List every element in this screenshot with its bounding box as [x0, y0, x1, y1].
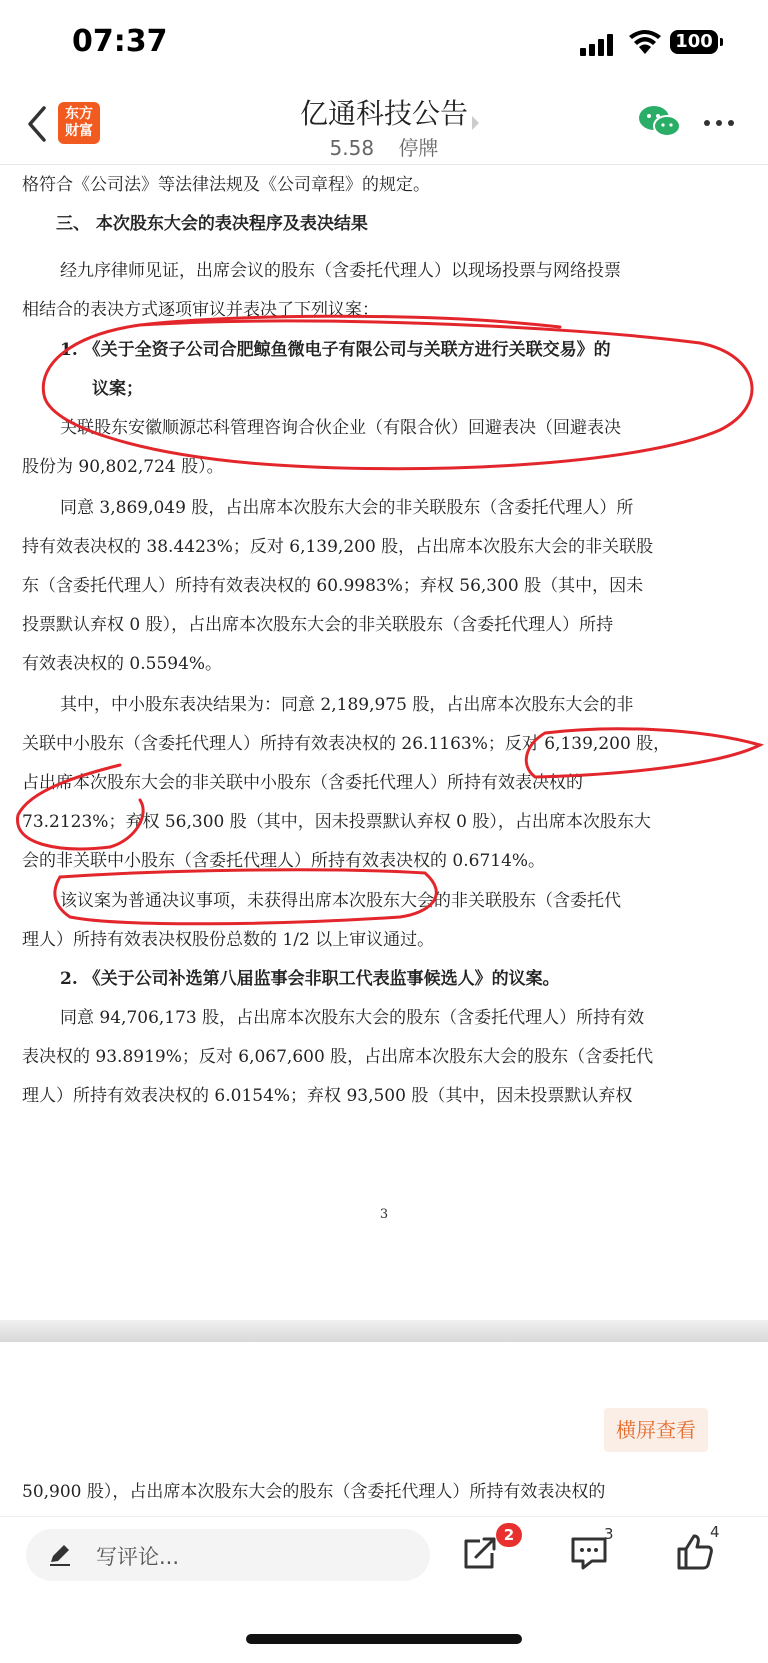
doc-line: 东（含委托代理人）所持有效表决权的 60.9983%；弃权 56,300 股（其中，因未 — [22, 576, 644, 596]
comment-input[interactable] — [26, 1529, 430, 1581]
doc-line: 经九序律师见证，出席会议的股东（含委托代理人）以现场投票与网络投票 — [60, 261, 621, 281]
thumbs-up-icon[interactable] — [676, 1533, 714, 1571]
doc-line: 关联股东安徽顺源芯科管理咨询合伙企业（有限合伙）回避表决（回避表决 — [60, 418, 621, 438]
doc-line: 相结合的表决方式逐项审议并表决了下列议案： — [22, 300, 379, 320]
comment-placeholder: 写评论... — [96, 1545, 180, 1569]
doc-line: 会的非关联中小股东（含委托代理人）所持有效表决权的 0.6714%。 — [22, 851, 546, 871]
motion-title: 1. 《关于全资子公司合肥鲸鱼微电子有限公司与关联方进行关联交易》的 — [60, 340, 611, 360]
battery-icon: 100 — [670, 30, 718, 54]
landscape-view-button[interactable]: 横屏查看 — [604, 1408, 708, 1452]
logo-line2: 财富 — [65, 123, 93, 139]
stock-status: 停牌 — [398, 136, 439, 160]
doc-line: 持有效表决权的 38.4423%；反对 6,139,200 股，占出席本次股东大会的非关联股 — [22, 537, 654, 557]
doc-line: 其中，中小股东表决结果为：同意 2,189,975 股，占出席本次股东大会的非 — [60, 695, 634, 715]
comments-icon[interactable] — [570, 1535, 608, 1571]
doc-line: 50,900 股），占出席本次股东大会的股东（含委托代理人）所持有效表决权的 — [22, 1482, 606, 1502]
doc-line: 表决权的 93.8919%；反对 6,067,600 股，占出席本次股东大会的股东（含委托代 — [22, 1047, 654, 1067]
status-time: 07:37 — [72, 24, 168, 59]
doc-line: 理人）所持有效表决权股份总数的 1/2 以上审议通过。 — [22, 930, 435, 950]
doc-line: 理人）所持有效表决权的 6.0154%；弃权 93,500 股（其中，因未投票默认弃权 — [22, 1086, 633, 1106]
document-page — [0, 165, 768, 1345]
motion-title: 2. 《关于公司补选第八届监事会非职工代表监事候选人》的议案。 — [60, 969, 560, 989]
logo-line1: 东方 — [65, 106, 93, 122]
doc-line: 该议案为普通决议事项，未获得出席本次股东大会的非关联股东（含委托代 — [60, 891, 621, 911]
like-count: 4 — [710, 1523, 720, 1541]
doc-line: 同意 94,706,173 股，占出席本次股东大会的股东（含委托代理人）所持有效 — [60, 1008, 645, 1028]
status-bar — [0, 0, 768, 84]
pencil-icon — [48, 1543, 72, 1567]
doc-line: 73.2123%；弃权 56,300 股（其中，因未投票默认弃权 0 股），占出席本次股东大 — [22, 812, 651, 832]
chevron-right-icon — [472, 116, 479, 130]
doc-line: 同意 3,869,049 股，占出席本次股东大会的非关联股东（含委托代理人）所 — [60, 498, 634, 518]
share-icon[interactable] — [462, 1535, 498, 1571]
nav-header — [0, 84, 768, 165]
stock-price: 5.58 — [329, 136, 375, 160]
doc-line: 关联中小股东（含委托代理人）所持有效表决权的 26.1163%；反对 6,139,200 股， — [22, 734, 671, 754]
more-icon[interactable] — [704, 120, 736, 128]
comment-count: 3 — [604, 1525, 614, 1543]
doc-line: 投票默认弃权 0 股），占出席本次股东大会的非关联股东（含委托代理人）所持 — [22, 615, 614, 635]
doc-line: 格符合《公司法》等法律法规及《公司章程》的规定。 — [22, 175, 430, 195]
section-heading: 三、 本次股东大会的表决程序及表决结果 — [56, 214, 368, 234]
home-indicator — [246, 1634, 522, 1644]
doc-line: 占出席本次股东大会的非关联中小股东（含委托代理人）所持有效表决权的 — [22, 773, 583, 793]
wifi-icon — [628, 28, 662, 56]
doc-line: 有效表决权的 0.5594%。 — [22, 654, 223, 674]
signal-icon — [580, 34, 616, 56]
share-badge: 2 — [496, 1523, 522, 1547]
page-divider — [0, 1320, 768, 1342]
doc-line: 股份为 90,802,724 股）。 — [22, 457, 224, 477]
wechat-icon[interactable] — [638, 104, 682, 140]
page-title: 亿通科技公告 — [299, 97, 468, 130]
page-number: 3 — [379, 1207, 389, 1222]
motion-title: 议案； — [92, 379, 143, 399]
